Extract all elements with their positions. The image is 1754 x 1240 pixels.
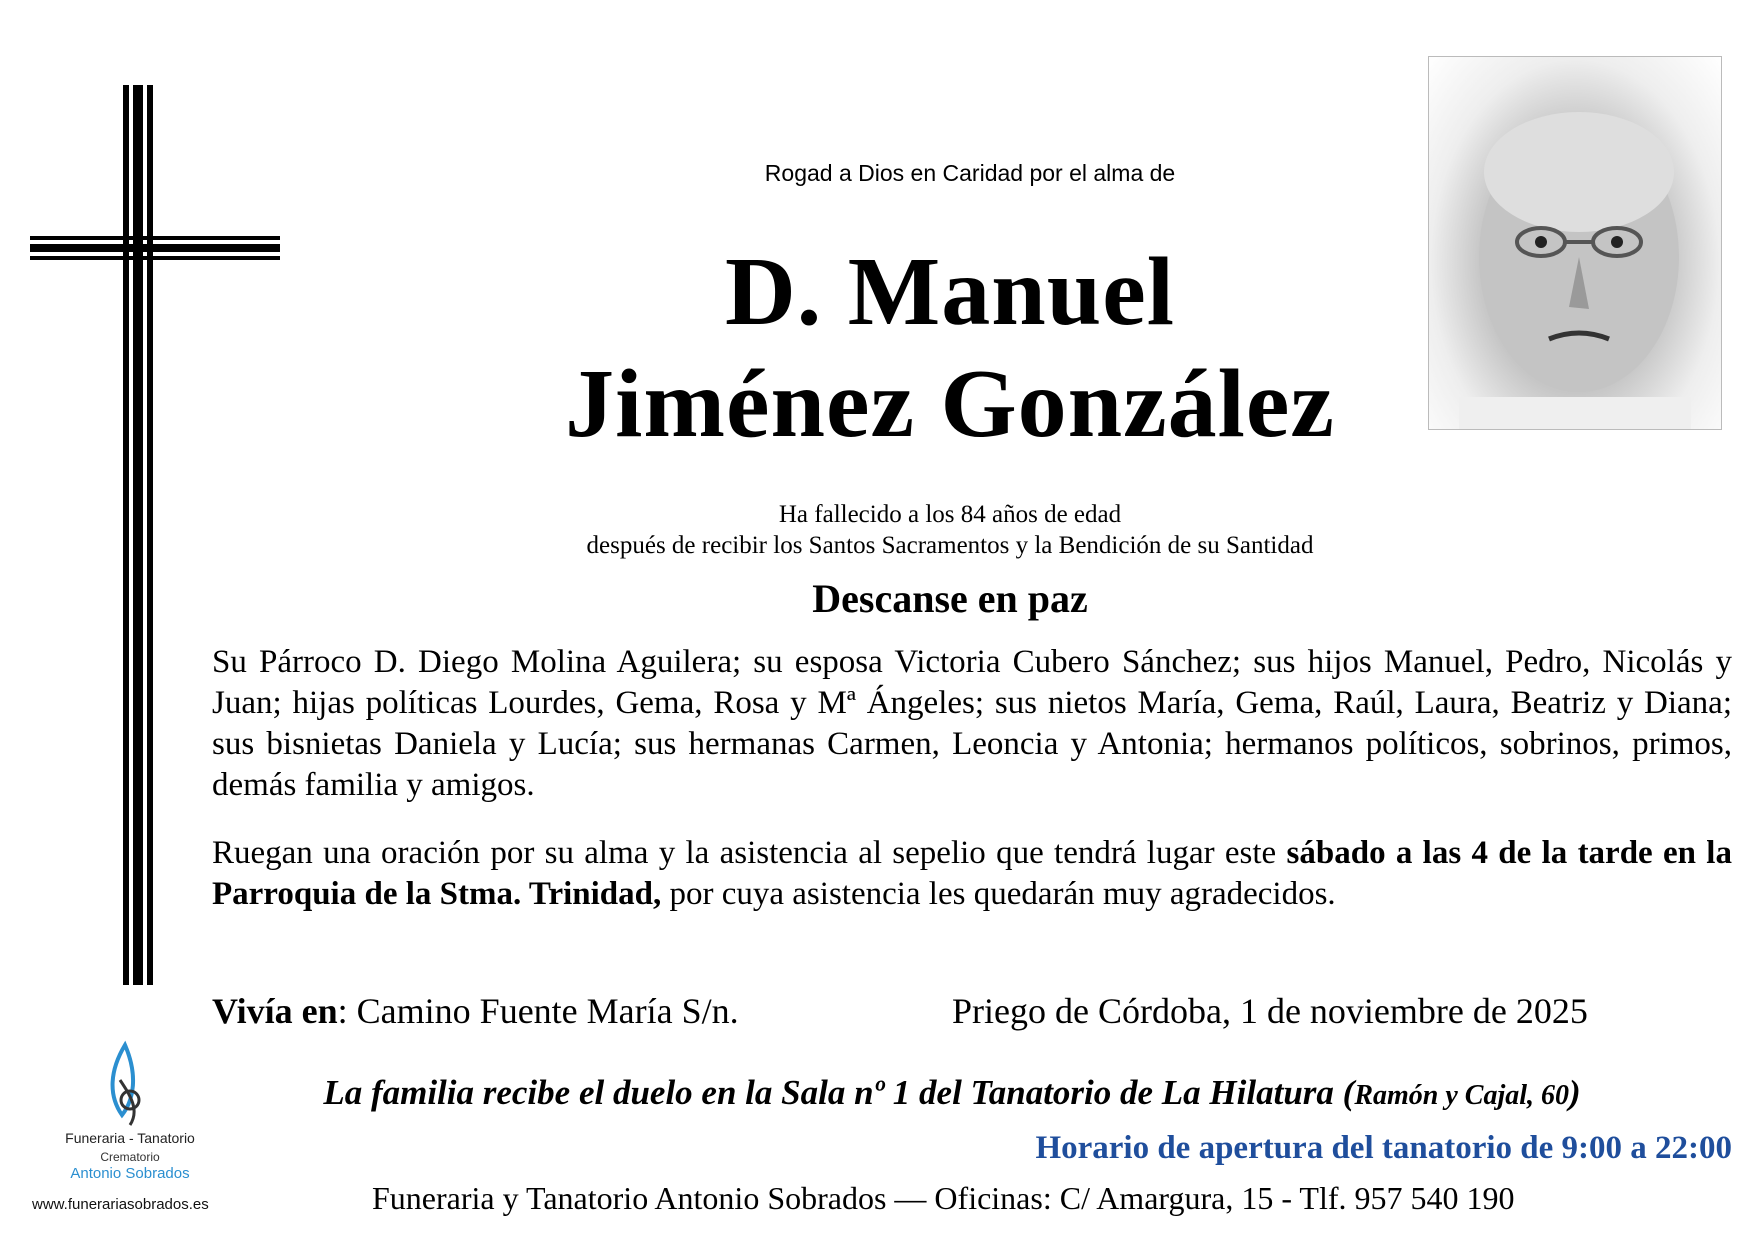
family-paragraph: Su Párroco D. Diego Molina Aguilera; su esposa Victoria Cubero Sánchez; sus hijos Manuel, Pedro, Nicolás y Juan; hijas políticas Lourdes, Gema, Rosa y Mª Ángeles; sus nietos María, Gema, Raúl, Laura, Beatriz y Diana; sus bisnietas Daniela y Lucía; sus hermanas Carmen, Leoncia y Antonia; hermanos políticos, sobrinos, primos, demás familia y amigos. bbox=[212, 644, 1732, 803]
condolences-address: Ramón y Cajal, 60 bbox=[1354, 1080, 1570, 1111]
place-date: Priego de Córdoba, 1 de noviembre de 2025 bbox=[952, 991, 1588, 1031]
opening-hours: Horario de apertura del tanatorio de 9:00 a 22:00 bbox=[1035, 1130, 1732, 1166]
request-intro: Ruegan una oración por su alma y la asistencia al sepelio que tendrá lugar este bbox=[212, 835, 1287, 871]
logo-line-2: Crematorio bbox=[100, 1150, 160, 1164]
funeral-request-paragraph bbox=[212, 833, 1732, 915]
deceased-photo bbox=[1428, 56, 1722, 430]
funeral-home-logo-icon bbox=[30, 1040, 230, 1210]
residence-label: Vivía en bbox=[212, 991, 338, 1031]
logo-line-1: Funeraria - Tanatorio bbox=[65, 1130, 195, 1146]
website-link[interactable]: www.funerariasobrados.es bbox=[32, 1196, 209, 1213]
condolences-notice bbox=[150, 1073, 1754, 1113]
residence bbox=[212, 990, 739, 1032]
logo-line-3: Antonio Sobrados bbox=[70, 1165, 190, 1182]
deceased-name-line1: D. Manuel bbox=[725, 238, 1175, 346]
condolences-close: ) bbox=[1569, 1073, 1581, 1112]
request-end: por cuya asistencia les quedarán muy agradecidos. bbox=[661, 876, 1336, 912]
rest-in-peace-heading: Descanse en paz bbox=[812, 576, 1088, 621]
office-contact: Funeraria y Tanatorio Antonio Sobrados — Oficinas: C/ Amargura, 15 - Tlf. 957 540 190 bbox=[372, 1180, 1515, 1216]
deceased-name-line2: Jiménez González bbox=[565, 350, 1335, 458]
invocation-text: Rogad a Dios en Caridad por el alma de bbox=[764, 160, 1176, 186]
sacraments-text: después de recibir los Santos Sacramentos y la Bendición de su Santidad bbox=[586, 532, 1314, 559]
request-bold-time-place: sábado a las 4 de la tarde en la Parroquia de la Stma. Trinidad, bbox=[212, 835, 1732, 912]
residence-value: : Camino Fuente María S/n. bbox=[337, 991, 739, 1031]
age-text: Ha fallecido a los 84 años de edad bbox=[778, 501, 1122, 528]
condolences-main: La familia recibe el duelo en la Sala nº 1 del Tanatorio de La Hilatura ( bbox=[323, 1073, 1355, 1112]
portrait-icon bbox=[1429, 57, 1721, 429]
